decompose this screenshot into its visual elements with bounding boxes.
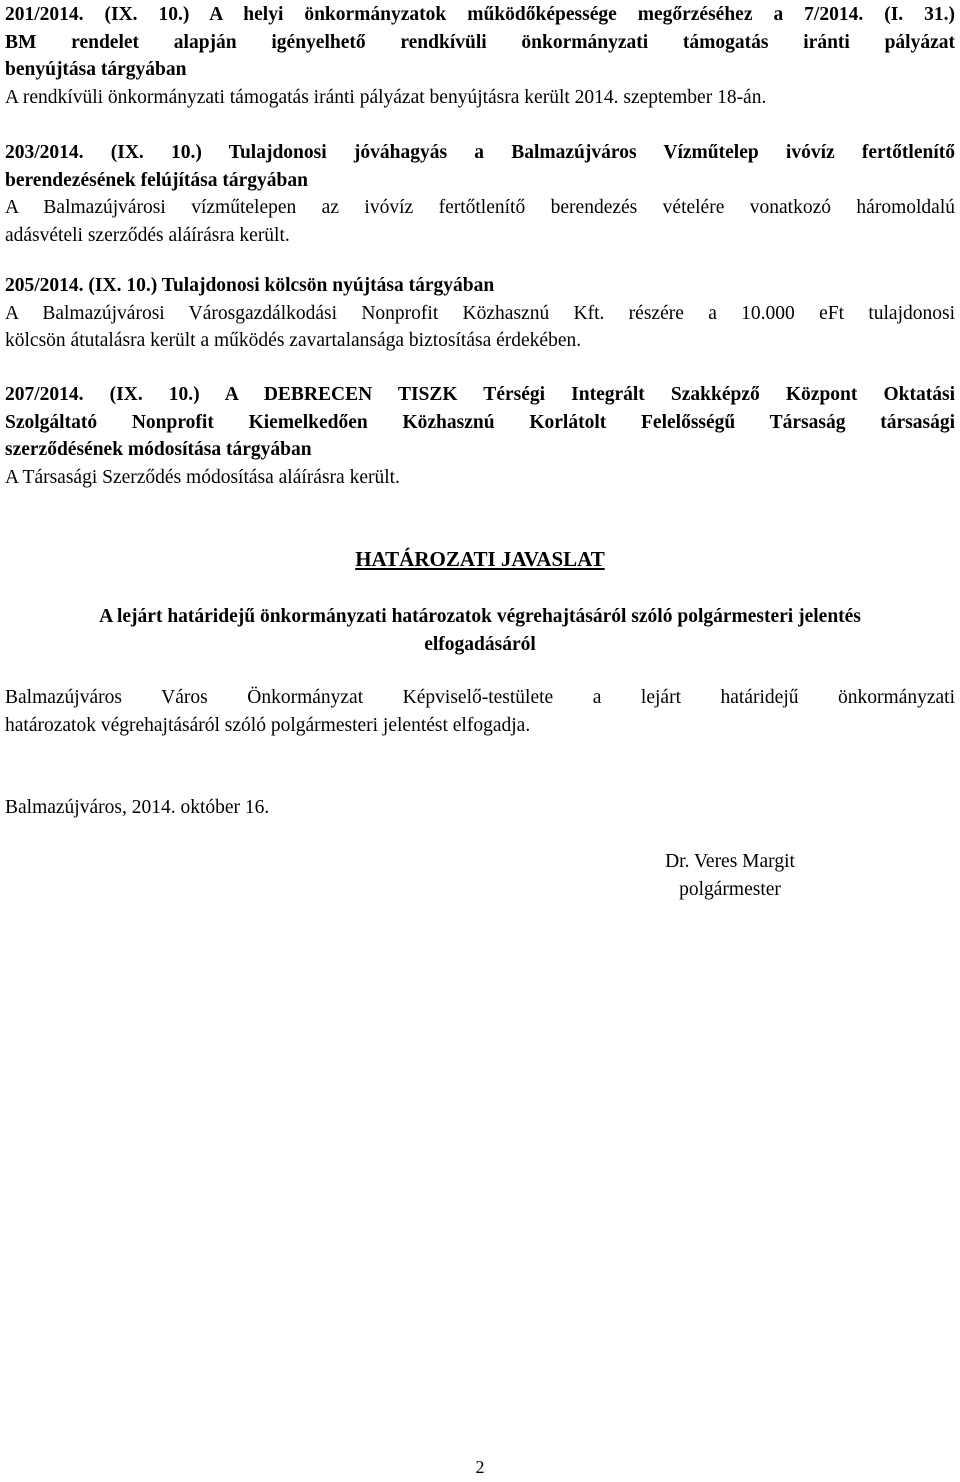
title-line: benyújtása tárgyában — [5, 59, 187, 80]
resolution-title — [5, 381, 955, 464]
resolution-body — [5, 194, 955, 249]
title-line: berendezésének felújítása tárgyában — [5, 169, 308, 191]
proposal-heading: HATÁROZATI JAVASLAT — [355, 547, 605, 571]
resolution-title — [5, 272, 955, 300]
title-line: szerződésének módosítása tárgyában — [5, 439, 312, 460]
page-number: 2 — [475, 1457, 485, 1477]
resolution-item — [5, 381, 955, 491]
resolution-item — [5, 139, 955, 249]
signature-name: Dr. Veres Margit — [665, 851, 795, 872]
resolution-item — [5, 272, 955, 355]
subject-line: A lejárt határidejű önkormányzati határozatok végrehajtásáról szóló polgármesteri jelentés — [99, 606, 861, 627]
title-line: Szolgáltató Nonprofit Kiemelkedően Közhasznú Korlátolt Felelősségű Társaság társasági — [5, 411, 955, 433]
resolution-title — [5, 139, 955, 194]
proposal-text-line: Balmazújváros Város Önkormányzat Képviselő-testülete a lejárt határidejű önkormányzati — [5, 687, 955, 708]
body-line: A Társasági Szerződés módosítása aláírásra került. — [5, 466, 400, 488]
resolution-item — [5, 1, 955, 111]
title-line: 207/2014. (IX. 10.) A DEBRECEN TISZK Térségi Integrált Szakképző Központ Oktatási — [5, 384, 955, 405]
subject-line: elfogadásáról — [424, 633, 536, 655]
resolution-title — [5, 1, 955, 84]
place-date: Balmazújváros, 2014. október 16. — [5, 797, 270, 818]
signature-block — [630, 848, 830, 903]
proposal-text — [5, 684, 955, 739]
title-line: BM rendelet alapján igényelhető rendkívüli önkormányzati támogatás iránti pályázat — [5, 31, 955, 53]
resolution-body — [5, 464, 955, 492]
body-line: A Balmazújvárosi Városgazdálkodási Nonprofit Közhasznú Kft. részére a 10.000 eFt tulajdonosi — [5, 302, 955, 324]
resolution-body — [5, 300, 955, 355]
title-line: 205/2014. (IX. 10.) Tulajdonosi kölcsön nyújtása tárgyában — [5, 275, 495, 296]
title-line: 203/2014. (IX. 10.) Tulajdonosi jóváhagyás a Balmazújváros Vízműtelep ivóvíz fertőtlenítő — [5, 142, 955, 163]
body-line: A rendkívüli önkormányzati támogatás iránti pályázat benyújtásra került 2014. szeptember 18-án. — [5, 86, 767, 108]
body-line: kölcsön átutalásra került a működés zavartalansága biztosítása érdekében. — [5, 330, 582, 351]
signature-title: polgármester — [679, 878, 781, 900]
title-line: 201/2014. (IX. 10.) A helyi önkormányzatok működőképessége megőrzéséhez a 7/2014. (I. 31.) — [5, 4, 955, 25]
proposal-subject — [5, 603, 955, 658]
resolution-body — [5, 84, 955, 112]
body-line: adásvételi szerződés aláírásra került. — [5, 224, 290, 246]
body-line: A Balmazújvárosi vízműtelepen az ivóvíz fertőtlenítő berendezés vételére vonatkozó háromoldalú — [5, 197, 955, 218]
proposal-text-line: határozatok végrehajtásáról szóló polgármesteri jelentést elfogadja. — [5, 714, 531, 736]
